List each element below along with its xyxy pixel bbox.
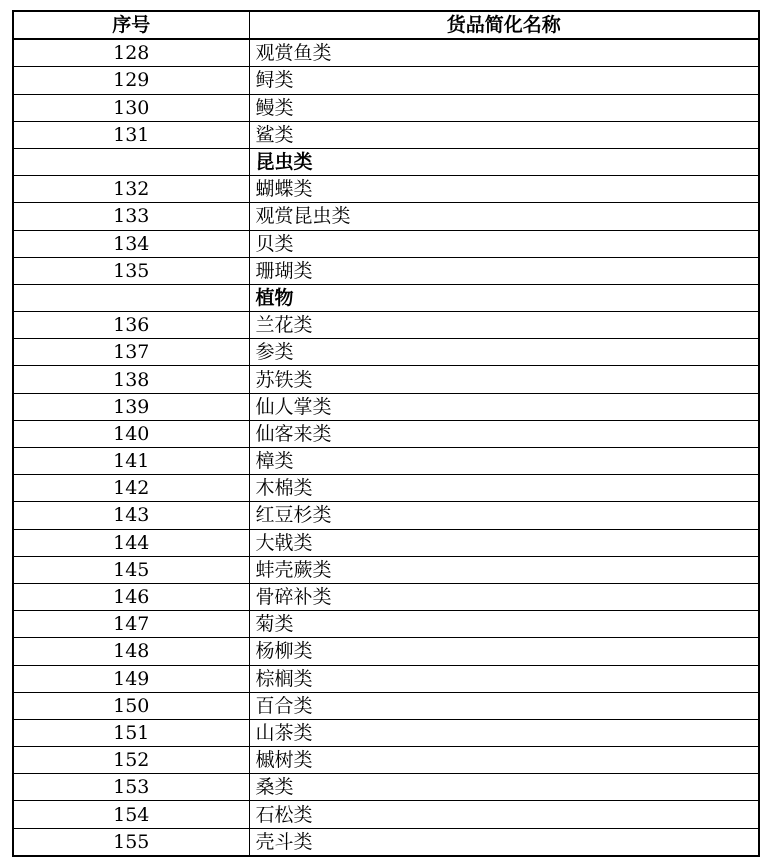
table-header bbox=[13, 11, 759, 39]
goods-name: 鳗类 bbox=[249, 94, 759, 121]
goods-name: 骨碎补类 bbox=[249, 583, 759, 610]
table-row bbox=[13, 611, 759, 638]
row-number: 143 bbox=[13, 502, 249, 529]
goods-name: 木棉类 bbox=[249, 475, 759, 502]
row-number: 148 bbox=[13, 638, 249, 665]
goods-name: 鲟类 bbox=[249, 67, 759, 94]
table-body bbox=[13, 39, 759, 856]
goods-name: 苏铁类 bbox=[249, 366, 759, 393]
row-number: 128 bbox=[13, 39, 249, 67]
header-name: 货品简化名称 bbox=[249, 11, 759, 39]
goods-name: 参类 bbox=[249, 339, 759, 366]
row-number: 130 bbox=[13, 94, 249, 121]
table-row bbox=[13, 774, 759, 801]
goods-name: 仙客来类 bbox=[249, 420, 759, 447]
row-number: 140 bbox=[13, 420, 249, 447]
category-row bbox=[13, 284, 759, 311]
table-row bbox=[13, 801, 759, 828]
goods-name: 观赏鱼类 bbox=[249, 39, 759, 67]
table-row bbox=[13, 448, 759, 475]
table-row bbox=[13, 692, 759, 719]
row-number bbox=[13, 284, 249, 311]
table-row bbox=[13, 366, 759, 393]
goods-name: 蚌壳蕨类 bbox=[249, 556, 759, 583]
header-number: 序号 bbox=[13, 11, 249, 39]
row-number: 151 bbox=[13, 719, 249, 746]
table-row bbox=[13, 475, 759, 502]
row-number: 138 bbox=[13, 366, 249, 393]
row-number: 141 bbox=[13, 448, 249, 475]
header-row bbox=[13, 11, 759, 39]
table-row bbox=[13, 203, 759, 230]
row-number: 152 bbox=[13, 747, 249, 774]
row-number: 149 bbox=[13, 665, 249, 692]
table-row bbox=[13, 257, 759, 284]
goods-name: 贝类 bbox=[249, 230, 759, 257]
row-number: 155 bbox=[13, 828, 249, 856]
row-number bbox=[13, 148, 249, 175]
table-row bbox=[13, 529, 759, 556]
row-number: 132 bbox=[13, 176, 249, 203]
row-number: 136 bbox=[13, 312, 249, 339]
table-row bbox=[13, 665, 759, 692]
goods-name: 观赏昆虫类 bbox=[249, 203, 759, 230]
table-row bbox=[13, 121, 759, 148]
goods-name: 石松类 bbox=[249, 801, 759, 828]
row-number: 144 bbox=[13, 529, 249, 556]
row-number: 139 bbox=[13, 393, 249, 420]
table-row bbox=[13, 638, 759, 665]
goods-name: 杨柳类 bbox=[249, 638, 759, 665]
goods-name: 珊瑚类 bbox=[249, 257, 759, 284]
goods-name: 百合类 bbox=[249, 692, 759, 719]
table-row bbox=[13, 747, 759, 774]
goods-name: 樟类 bbox=[249, 448, 759, 475]
row-number: 137 bbox=[13, 339, 249, 366]
goods-name: 仙人掌类 bbox=[249, 393, 759, 420]
table-row bbox=[13, 94, 759, 121]
category-name: 植物 bbox=[249, 284, 759, 311]
table-row bbox=[13, 502, 759, 529]
row-number: 153 bbox=[13, 774, 249, 801]
table-row bbox=[13, 583, 759, 610]
table-row bbox=[13, 230, 759, 257]
table-row bbox=[13, 719, 759, 746]
goods-name: 大戟类 bbox=[249, 529, 759, 556]
goods-name: 槭树类 bbox=[249, 747, 759, 774]
table-row bbox=[13, 393, 759, 420]
table-row bbox=[13, 39, 759, 67]
goods-name: 鲨类 bbox=[249, 121, 759, 148]
row-number: 131 bbox=[13, 121, 249, 148]
goods-name: 桑类 bbox=[249, 774, 759, 801]
row-number: 150 bbox=[13, 692, 249, 719]
row-number: 129 bbox=[13, 67, 249, 94]
table-row bbox=[13, 312, 759, 339]
row-number: 146 bbox=[13, 583, 249, 610]
table-row bbox=[13, 556, 759, 583]
goods-name: 菊类 bbox=[249, 611, 759, 638]
goods-table bbox=[12, 10, 760, 857]
row-number: 145 bbox=[13, 556, 249, 583]
goods-name: 壳斗类 bbox=[249, 828, 759, 856]
row-number: 133 bbox=[13, 203, 249, 230]
table-row bbox=[13, 420, 759, 447]
table-row bbox=[13, 176, 759, 203]
goods-name: 棕榈类 bbox=[249, 665, 759, 692]
goods-name: 兰花类 bbox=[249, 312, 759, 339]
goods-name: 蝴蝶类 bbox=[249, 176, 759, 203]
category-row bbox=[13, 148, 759, 175]
goods-name: 山茶类 bbox=[249, 719, 759, 746]
table-row bbox=[13, 67, 759, 94]
row-number: 154 bbox=[13, 801, 249, 828]
row-number: 147 bbox=[13, 611, 249, 638]
table-row bbox=[13, 828, 759, 856]
goods-name: 红豆杉类 bbox=[249, 502, 759, 529]
row-number: 135 bbox=[13, 257, 249, 284]
table-row bbox=[13, 339, 759, 366]
category-name: 昆虫类 bbox=[249, 148, 759, 175]
row-number: 134 bbox=[13, 230, 249, 257]
row-number: 142 bbox=[13, 475, 249, 502]
